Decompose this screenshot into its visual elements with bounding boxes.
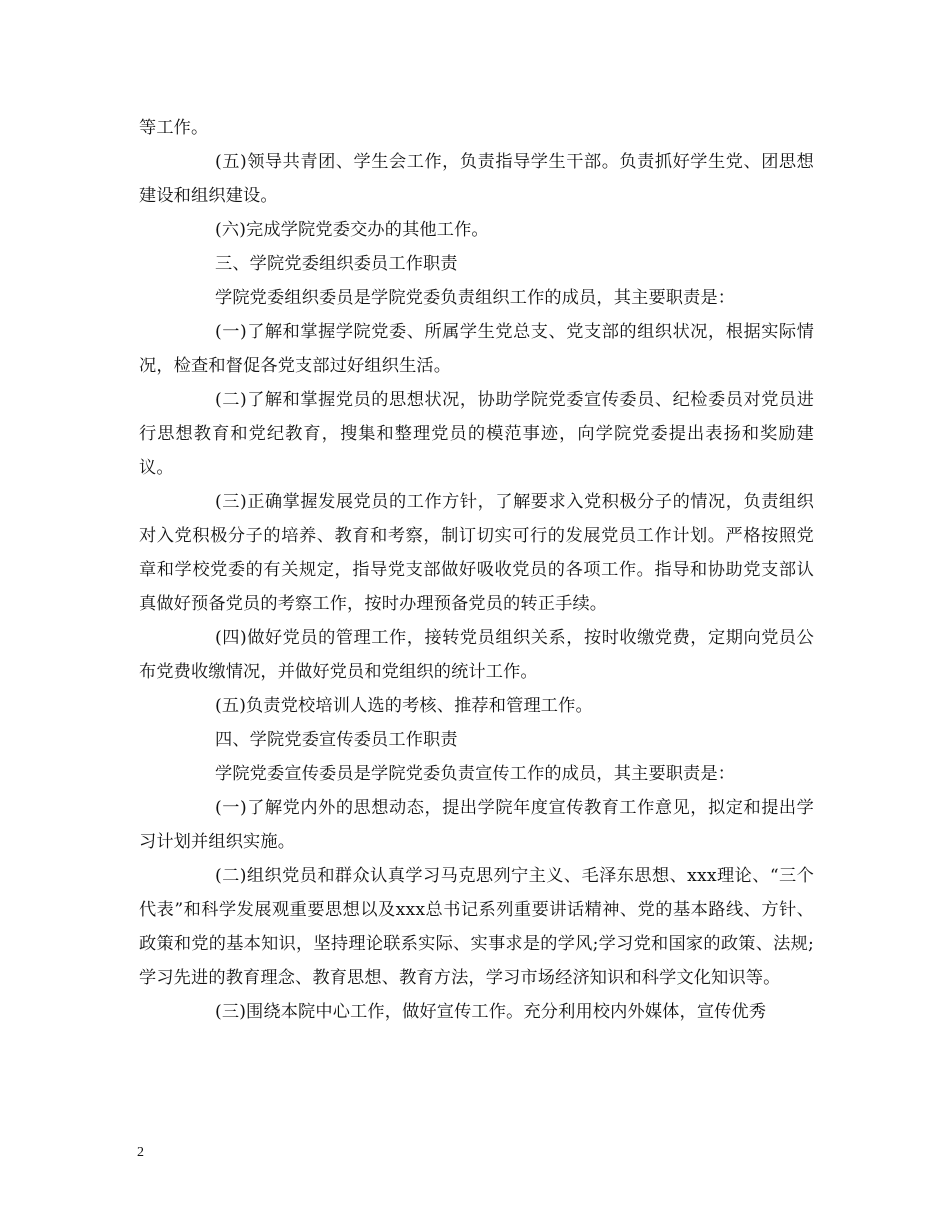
paragraph: (五)负责党校培训人选的考核、推荐和管理工作。 [215,696,593,716]
paragraph: (一)了解党内外的思想动态，提出学院年度宣传教育工作意见，拟定和提出学习计划并组织实施。 [139,798,814,852]
paragraph-continuation: 等工作。 [139,118,209,138]
section-heading: 四、学院党委宣传委员工作职责 [215,730,458,750]
paragraph: (二)组织党员和群众认真学习马克思列宁主义、毛泽东思想、xxx理论、“三个代表”和科学发展观重要思想以及xxx总书记系列重要讲话精神、党的基本路线、方针、政策和党的基本知识，坚持理论联系实际、实事求是的学风;学习党和国家的政策、法规;学习先进的教育理念、教育思想、教育方法，学习市场经济知识和科学文化知识等。 [139,866,814,988]
paragraph: 学院党委宣传委员是学院党委负责宣传工作的成员，其主要职责是： [215,764,736,784]
paragraph: (三)围绕本院中心工作，做好宣传工作。充分利用校内外媒体，宣传优秀 [215,1002,767,1022]
paragraph: (一)了解和掌握学院党委、所属学生党总支、党支部的组织状况，根据实际情况，检查和督促各党支部过好组织生活。 [139,322,814,376]
paragraph: (二)了解和掌握党员的思想状况，协助学院党委宣传委员、纪检委员对党员进行思想教育和党纪教育，搜集和整理党员的模范事迹，向学院党委提出表扬和奖励建议。 [139,390,814,478]
paragraph: (六)完成学院党委交办的其他工作。 [215,220,489,240]
paragraph: (五)领导共青团、学生会工作，负责指导学生干部。负责抓好学生党、团思想建设和组织建设。 [139,152,814,206]
paragraph: (四)做好党员的管理工作，接转党员组织关系，按时收缴党费，定期向党员公布党费收缴情况，并做好党员和党组织的统计工作。 [139,628,814,682]
section-heading: 三、学院党委组织委员工作职责 [215,254,458,274]
page-number: 2 [137,1145,144,1160]
paragraph: (三)正确掌握发展党员的工作方针，了解要求入党积极分子的情况，负责组织对入党积极分子的培养、教育和考察，制订切实可行的发展党员工作计划。严格按照党章和学校党委的有关规定，指导党支部做好吸收党员的各项工作。指导和协助党支部认真做好预备党员的考察工作，按时办理预备党员的转正手续。 [139,492,814,614]
paragraph: 学院党委组织委员是学院党委负责组织工作的成员，其主要职责是： [215,288,736,308]
document-body [139,111,814,1029]
